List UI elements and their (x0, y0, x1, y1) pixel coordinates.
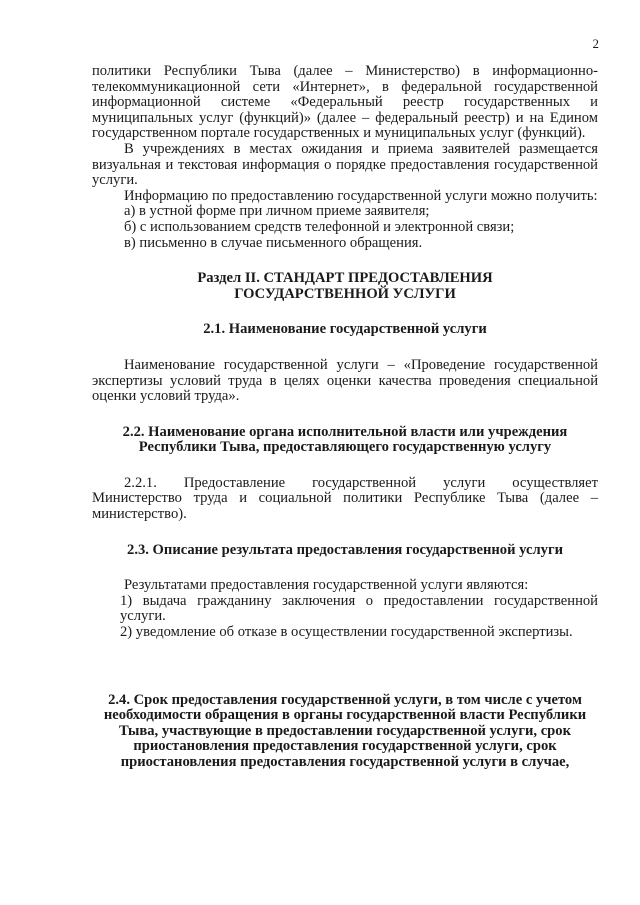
subsection-2-3-item-2: 2) уведомление об отказе в осуществлении государственной экспертизы. (120, 624, 573, 641)
list-item-written: в) письменно в случае письменного обращения. (124, 234, 423, 251)
subsection-2-3-heading: 2.3. Описание результата предоставления государственной услуги (127, 541, 563, 558)
paragraph-visual-info: В учреждениях в местах ожидания и приема заявителей размещается визуальная и текстовая информация о порядке предоставления государственной услуги. (92, 140, 598, 189)
subsection-2-4-heading: 2.4. Срок предоставления государственной услуги, в том числе с учетом необходимости обращения в органы государственной власти Республики Тыва, участвующие в предоставлении государственной услуги, срок приостановления предоставления государственной услуги, срок приостановления предоставления государственной услуги в случае, (103, 691, 587, 770)
list-item-oral: а) в устной форме при личном приеме заявителя; (124, 203, 430, 220)
paragraph-info-obtain: Информацию по предоставлению государственной услуги можно получить: (124, 187, 598, 204)
subsection-2-2-text: 2.2.1. Предоставление государственной услуги осуществляет Министерство труда и социальной политики Республике Тыва (далее – министерство). (92, 474, 598, 523)
subsection-2-2-heading: 2.2. Наименование органа исполнительной власти или учреждения Республики Тыва, предоставляющего государственную услугу (122, 423, 568, 456)
subsection-2-3-intro: Результатами предоставления государственной услуги являются: (124, 577, 529, 594)
subsection-2-1-text: Наименование государственной услуги – «Проведение государственной экспертизы условий труда в целях оценки качества проведения специальной оценки условий труда». (92, 356, 598, 405)
page-number: 2 (592, 36, 599, 51)
list-item-phone: б) с использованием средств телефонной и электронной связи; (124, 218, 515, 235)
section-2-heading-line2: ГОСУДАРСТВЕННОЙ УСЛУГИ (234, 285, 456, 302)
document-body (92, 64, 598, 771)
section-2-heading-line1: Раздел II. СТАНДАРТ ПРЕДОСТАВЛЕНИЯ (197, 270, 493, 287)
paragraph-info-sources: политики Республики Тыва (далее – Министерство) в информационно-телекоммуникационной сети «Интернет», в федеральной государственной информационной системе «Федеральный реестр государственных и муниципальных услуг (функций)» (далее – федеральный реестр) и на Едином государственном портале государственных и муниципальных услуг (функций). (92, 63, 598, 142)
subsection-2-3-item-1: 1) выдача гражданину заключения о предоставлении государственной услуги. (120, 592, 598, 625)
subsection-2-1-heading: 2.1. Наименование государственной услуги (203, 321, 487, 338)
